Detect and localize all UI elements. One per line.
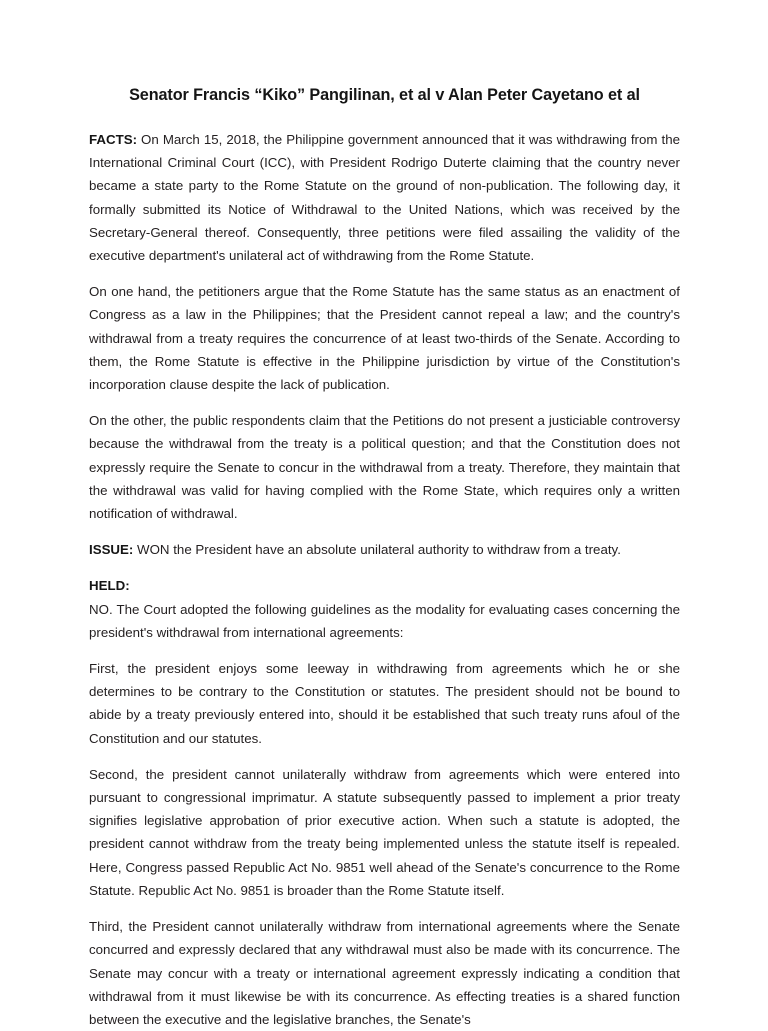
held-paragraph xyxy=(89,574,680,644)
facts-label: FACTS: xyxy=(89,132,138,147)
facts-paragraph xyxy=(89,128,680,267)
issue-label: ISSUE: xyxy=(89,542,134,558)
held-label: HELD: xyxy=(89,578,130,594)
page-title: Senator Francis “Kiko” Pangilinan, et al v Alan Peter Cayetano et al xyxy=(129,86,640,104)
facts-text: On March 15, 2018, the Philippine government announced that it was withdrawing from the International Criminal Court (ICC), with President Rodrigo Duterte claiming that the country never became a state party to the Rome Statute on the ground of non-publication. The following day, it formally submitted its Notice of Withdrawal to the United Nations, which was received by the Secretary-General thereof. Consequently, three petitions were filed assailing the validity of the executive department's unilateral act of withdrawing from the Rome Statute. xyxy=(89,132,680,264)
guideline-second-paragraph: Second, the president cannot unilaterally withdraw from agreements which were entered into pursuant to congressional imprimatur. A statute subsequently passed to implement a prior treaty signifies legislative approbation of prior executive action. When such a statute is adopted, the president cannot withdraw from the treaty being implemented unless the statute itself is repealed. Here, Congress passed Republic Act No. 9851 well ahead of the Senate's concurrence to the Rome Statute. Republic Act No. 9851 is broader than the Rome Statute itself. xyxy=(89,766,680,898)
respondents-argument-paragraph: On the other, the public respondents claim that the Petitions do not present a justiciable controversy because the withdrawal from the treaty is a political question; and that the Constitution does not expressly require the Senate to concur in the withdrawal from a treaty. Therefore, they maintain that the withdrawal was valid for having complied with the Rome State, which requires only a written notification of withdrawal. xyxy=(89,413,680,522)
issue-text: WON the President have an absolute unilateral authority to withdraw from a treaty. xyxy=(133,542,621,558)
petitioners-argument-paragraph: On one hand, the petitioners argue that the Rome Statute has the same status as an enactment of Congress as a law in the Philippines; that the President cannot repeal a law; and the country's withdrawal from a treaty requires the concurrence of at least two-thirds of the Senate. According to them, the Rome Statute is effective in the Philippine jurisdiction by virtue of the Constitution's incorporation clause despite the lack of publication. xyxy=(89,284,680,393)
guideline-first-paragraph: First, the president enjoys some leeway in withdrawing from agreements which he or she determines to be contrary to the Constitution or statutes. The president should not be bound to abide by a treaty previously entered into, should it be established that such treaty runs afoul of the Constitution and our statutes. xyxy=(89,661,680,746)
guideline-third-paragraph: Third, the President cannot unilaterally withdraw from international agreements where the Senate concurred and expressly declared that any withdrawal must also be made with its concurrence. The Senate may concur with a treaty or international agreement expressly indicating a condition that withdrawal from it must likewise be with its concurrence. As effecting treaties is a shared function between the executive and the legislative branches, the Senate's xyxy=(89,919,680,1027)
document-body xyxy=(89,84,680,1031)
held-text: NO. The Court adopted the following guidelines as the modality for evaluating cases concerning the president's withdrawal from international agreements: xyxy=(89,601,680,640)
issue-paragraph xyxy=(89,538,680,561)
